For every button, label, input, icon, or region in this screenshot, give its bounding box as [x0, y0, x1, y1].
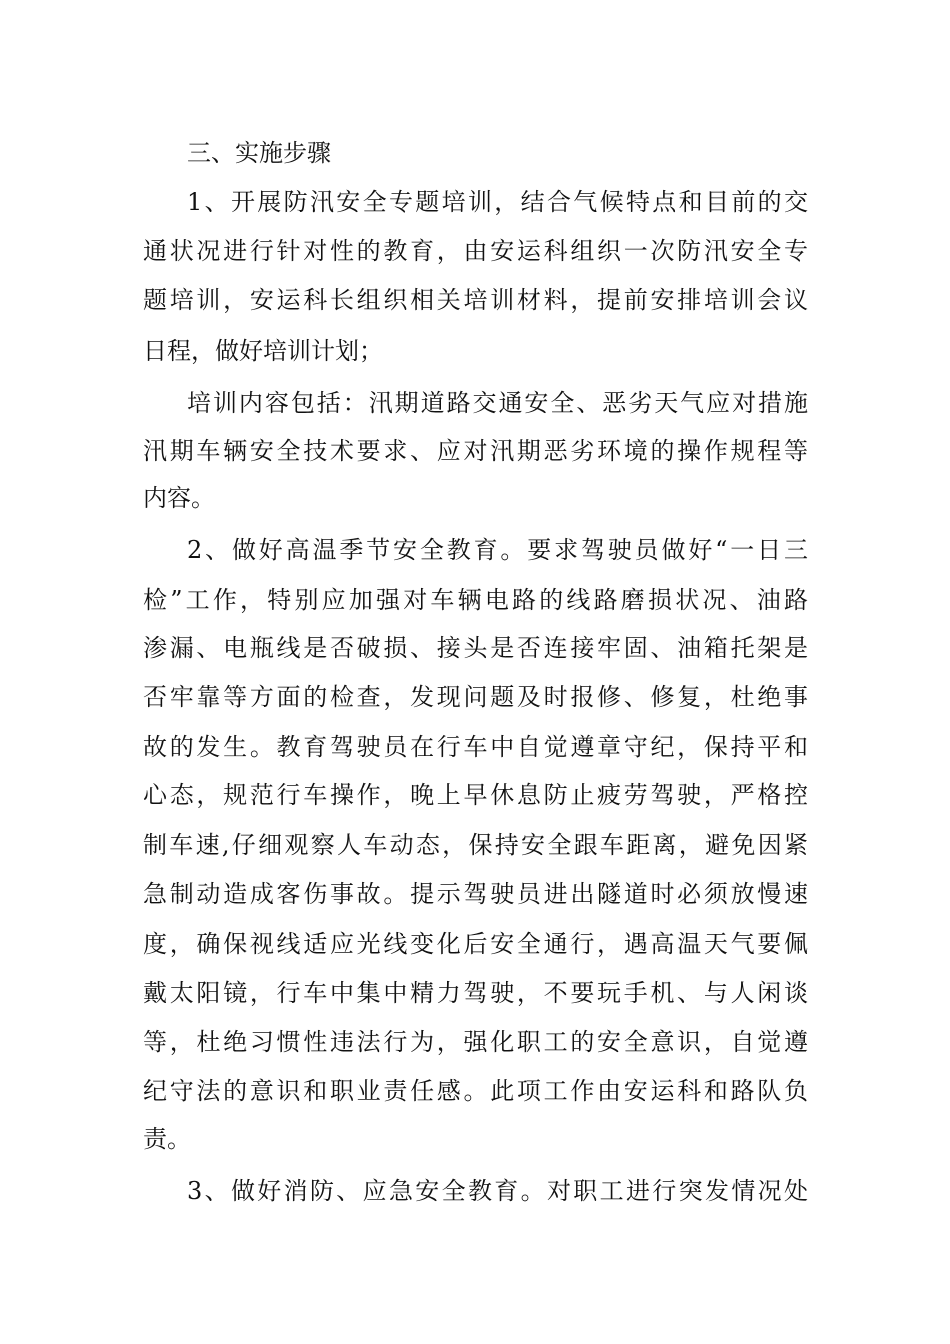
text-line: 制车速,仔细观察人车动态，保持安全跟车距离，避免因紧 [143, 831, 808, 859]
text-line: 内容。 [143, 484, 215, 512]
text-line: 3、做好消防、应急安全教育。对职工进行突发情况处 [187, 1177, 808, 1205]
text-line: 纪守法的意识和职业责任感。此项工作由安运科和路队负 [143, 1077, 808, 1105]
text-line: 汛期车辆安全技术要求、应对汛期恶劣环境的操作规程等 [143, 437, 808, 465]
text-line: 2、做好高温季节安全教育。要求驾驶员做好“一日三 [187, 536, 808, 564]
text-line: 日程，做好培训计划； [143, 337, 383, 365]
text-line: 故的发生。教育驾驶员在行车中自觉遵章守纪，保持平和 [143, 733, 808, 761]
text-line: 检”工作，特别应加强对车辆电路的线路磨损状况、油路 [143, 586, 808, 614]
section-heading: 三、实施步骤 [187, 139, 331, 167]
text-line: 心态，规范行车操作，晚上早休息防止疲劳驾驶，严格控 [143, 781, 808, 809]
text-line: 通状况进行针对性的教育，由安运科组织一次防汛安全专 [143, 237, 808, 265]
text-line: 急制动造成客伤事故。提示驾驶员进出隧道时必须放慢速 [143, 880, 808, 908]
text-line: 培训内容包括：汛期道路交通安全、恶劣天气应对措施 [187, 389, 808, 417]
text-line: 度，确保视线适应光线变化后安全通行，遇高温天气要佩 [143, 930, 808, 958]
text-line: 等，杜绝习惯性违法行为，强化职工的安全意识，自觉遵 [143, 1028, 808, 1056]
text-line: 题培训，安运科长组织相关培训材料，提前安排培训会议 [143, 286, 808, 314]
text-line: 否牢靠等方面的检查，发现问题及时报修、修复，杜绝事 [143, 683, 808, 711]
text-line: 责。 [143, 1125, 191, 1153]
text-line: 戴太阳镜，行车中集中精力驾驶，不要玩手机、与人闲谈 [143, 979, 808, 1007]
text-line: 1、开展防汛安全专题培训，结合气候特点和目前的交 [187, 188, 808, 216]
text-line: 渗漏、电瓶线是否破损、接头是否连接牢固、油箱托架是 [143, 634, 808, 662]
